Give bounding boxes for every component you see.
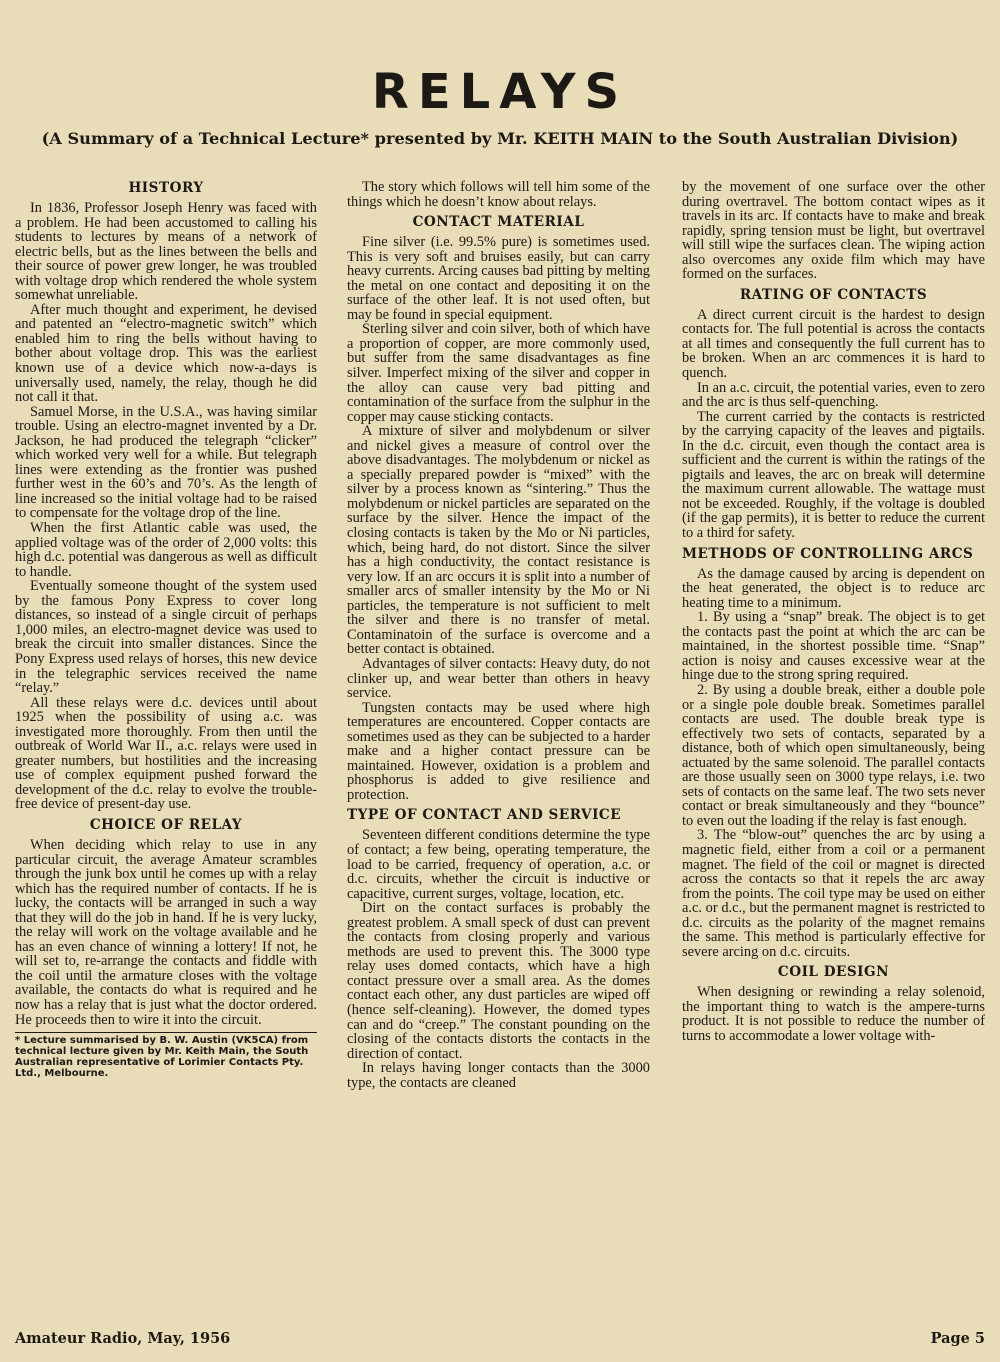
footnote: * Lecture summarised by B. W. Austin (VK5CA) from technical lecture given by Mr. Keith Main, the South Australian representative of Lorimier Contacts Pty. Ltd., Melbourne. — [15, 1035, 309, 1080]
section-heading-coil-design: COIL DESIGN — [777, 964, 890, 981]
paragraph: Tungsten contacts may be used where high temperatures are encountered. Copper contacts are sometimes used as they can be subjected to a harder make and a higher contact pressure can be maintained. However, oxidation is a problem and phosphorus is added to give resilience and protection. — [347, 699, 650, 803]
paragraph: As the damage caused by arcing is dependent on the heat generated, the object is to reduce arc heating time to a minimum. — [682, 565, 985, 611]
section-heading-type-of-contact: TYPE OF CONTACT AND SERVICE — [347, 807, 622, 824]
paragraph: The story which follows will tell him some of the things which he doesn’t know about relays. — [347, 180, 650, 210]
paragraph: 2. By using a double break, either a double pole or a single pole double break. Sometimes parallel contacts are used. The double break type is effectively two sets of contacts, separated by a distance, both of which open simultaneously, being actuated by the same solenoid. The parallel contacts are those usually seen on 3000 type relays, i.e. two sets of contacts on the same leaf. The two sets never contact or break simultaneously and they “bounce” to even out the loading if the relay is fast enough. — [682, 681, 985, 829]
paragraph: A mixture of silver and molybdenum or silver and nickel gives a measure of control over the above disadvantages. The molybdenum or nickel as a specially prepared powder is “mixed” with the silver by a process known as “sintering.” Thus the molybdenum or nickel particles are separated on the surface by the silver. Hence the impact of the closing contacts is taken by the Mo or Ni particles, which, being hard, do not distort. Since the silver has a high conductivity, the contact resistance is very low. If an arc occurs it is split into a number of smaller arcs of smaller intensity by the Mo or Ni particles, the temperature is not sufficient to melt the silver and there is no transfer of metal. Contaminatoin of the surface is overcome and a better contact is obtained. — [347, 423, 650, 658]
paragraph: A direct current circuit is the hardest to design contacts for. The full potential is across the contacts at all times and consequently the full current has to be broken. When an arc commences it is hard to quench. — [682, 306, 985, 382]
column-2 — [347, 180, 650, 1292]
paragraph: Sterling silver and coin silver, both of which have a proportion of copper, are more commonly used, but suffer from the same disadvantages as fine silver. Imperfect mixing of the silver and copper in the alloy can cause very bad pitting and contamination of the surface from the sulphur in the copper may cause sticking contacts. — [347, 321, 650, 425]
paragraph: by the movement of one surface over the other during overtravel. The bottom contact wipes as it travels in its arc. If contacts have to make and break rapidly, spring tension must be light, but overtravel will still wipe the surfaces clean. The wiping action also overcomes any oxide film which may have formed on the surfaces. — [682, 180, 985, 283]
publication-footer: Amateur Radio, May, 1956 — [15, 1330, 231, 1347]
paragraph: Eventually someone thought of the system used by the famous Pony Express to cover long distances, so instead of a single circuit of perhaps 1,000 miles, an electro-magnet device was used to break the circuit into smaller distances. Since the Pony Express used relays of horses, this new device in the telegraphic services received the name “relay.” — [15, 578, 317, 697]
footnote-divider — [15, 1032, 317, 1033]
paragraph: Advantages of silver contacts: Heavy duty, do not clinker up, and wear better than others in heavy service. — [347, 655, 650, 702]
section-heading-history: HISTORY — [128, 180, 204, 196]
paragraph: Dirt on the contact surfaces is probably the greatest problem. A small speck of dust can prevent the contacts from closing properly and various methods are used to prevent this. The 3000 type relay uses domed contacts, which have a high contact pressure over a small area. As the domes contact each other, any dust particles are wiped off (hence self-cleaning). However, the domed types can and do “creep.” The constant pounding on the closing of the contacts distorts the contacts in the direction of contact. — [347, 900, 650, 1062]
paragraph: When deciding which relay to use in any particular circuit, the average Amateur scrambles through the junk box until he comes up with a relay which has the required number of contacts. If he is lucky, the contacts will be arranged in such a way that they will do the job in hand. If he is very lucky, the relay will work on the voltage available and he has an even chance of winning a lottery! If not, he will set to, re-arrange the contacts and fiddle with the coil until the armature closes with the voltage available, the contacts do what is required and he now has a relay that is just what the doctor ordered. He proceeds then to wire it into the circuit. — [15, 836, 317, 1028]
article-subtitle: (A Summary of a Technical Lecture* presented by Mr. KEITH MAIN to the South Australian Division) — [41, 129, 959, 148]
column-1 — [15, 180, 317, 1292]
paragraph: After much thought and experiment, he devised and patented an “electro-magnetic switch” which enabled him to ring the bells without having to bother about voltage drop. This was the earliest known use of a device which now-a-days is universally used, namely, the relay, though he did not call it that. — [15, 301, 317, 406]
paragraph: The current carried by the contacts is restricted by the carrying capacity of the leaves and pigtails. In the d.c. circuit, even though the contact area is sufficient and the current is within the ratings of the pigtails and leaves, the arc on break will determine the maximum current allowable. The wattage must not be exceeded. Roughly, if the voltage is doubled (if the gap permits), it is better to reduce the current to a third for safety. — [682, 408, 985, 542]
paragraph: 3. The “blow-out” quenches the arc by using a magnetic field, either from a coil or a permanent magnet. The field of the coil or magnet is directed across the contacts so that it repels the arc away from the points. The coil type may be used on either a.c. or d.c., but the permanent magnet is restricted to d.c. circuits as the polarity of the magnet remains the same. This method is particularly effective for severe arcing on d.c. circuits. — [682, 827, 985, 960]
paragraph: Fine silver (i.e. 99.5% pure) is sometimes used. This is very soft and bruises easily, but can carry heavy currents. Arcing causes bad pitting by melting the metal on one contact and depositing it on the surface of the other leaf. It is not used often, but may be found in special equipment. — [347, 234, 650, 323]
section-heading-rating-of-contacts: RATING OF CONTACTS — [739, 286, 928, 303]
paragraph: All these relays were d.c. devices until about 1925 when the possibility of using a.c. was investigated more thoroughly. From then until the outbreak of World War II., a.c. relays were used in greater numbers, but hostilities and the increasing use of complex equipment pushed forward the development of the d.c. relay to evolve the trouble-free device of present-day use. — [15, 694, 317, 813]
paragraph: In relays having longer contacts than the 3000 type, the contacts are cleaned — [347, 1060, 650, 1091]
paragraph: In an a.c. circuit, the potential varies, even to zero and the arc is thus self-quenching. — [682, 379, 985, 411]
paragraph: Seventeen different conditions determine the type of contact; a few being, operating temperature, the load to be carried, frequency of operation, a.c. or d.c. circuits, whether the circuit is inductive or capacitive, current surges, voltage, location, etc. — [347, 827, 650, 902]
section-heading-controlling-arcs: METHODS OF CONTROLLING ARCS — [682, 545, 974, 562]
section-heading-contact-material: CONTACT MATERIAL — [412, 214, 585, 231]
paragraph: When designing or rewinding a relay solenoid, the important thing to watch is the ampere-turns product. It is not possible to reduce the number of turns to accommodate a lower voltage with- — [682, 984, 985, 1044]
page-number: Page 5 — [930, 1330, 985, 1347]
paragraph: In 1836, Professor Joseph Henry was faced with a problem. He had been accustomed to calling his students to lectures by means of a network of electric bells, but as the lines between the bells and their source of power grew longer, he was troubled with voltage drop which rendered the whole system somewhat unreliable. — [15, 200, 317, 304]
paragraph: 1. By using a “snap” break. The object is to get the contacts past the point at which the arc can be maintained, in the shortest possible time. “Snap” action is noisy and causes excessive wear at the hinge due to the strong spring required. — [682, 609, 985, 684]
paragraph: Samuel Morse, in the U.S.A., was having similar trouble. Using an electro-magnet invented by a Dr. Jackson, he had produced the telegraph “clicker” which worked very well for a while. But telegraph lines were extending as the frontier was pushed further west in the 60’s and 70’s. As the length of line increased so the initial voltage had to be raised to compensate for the voltage drop of the line. — [15, 403, 317, 522]
article-title: RELAYS — [371, 64, 629, 120]
paragraph: When the first Atlantic cable was used, the applied voltage was of the order of 2,000 volts: this high d.c. potential was dangerous as well as difficult to handle. — [15, 520, 317, 580]
column-3 — [682, 180, 985, 1292]
section-heading-choice-of-relay: CHOICE OF RELAY — [89, 816, 243, 833]
